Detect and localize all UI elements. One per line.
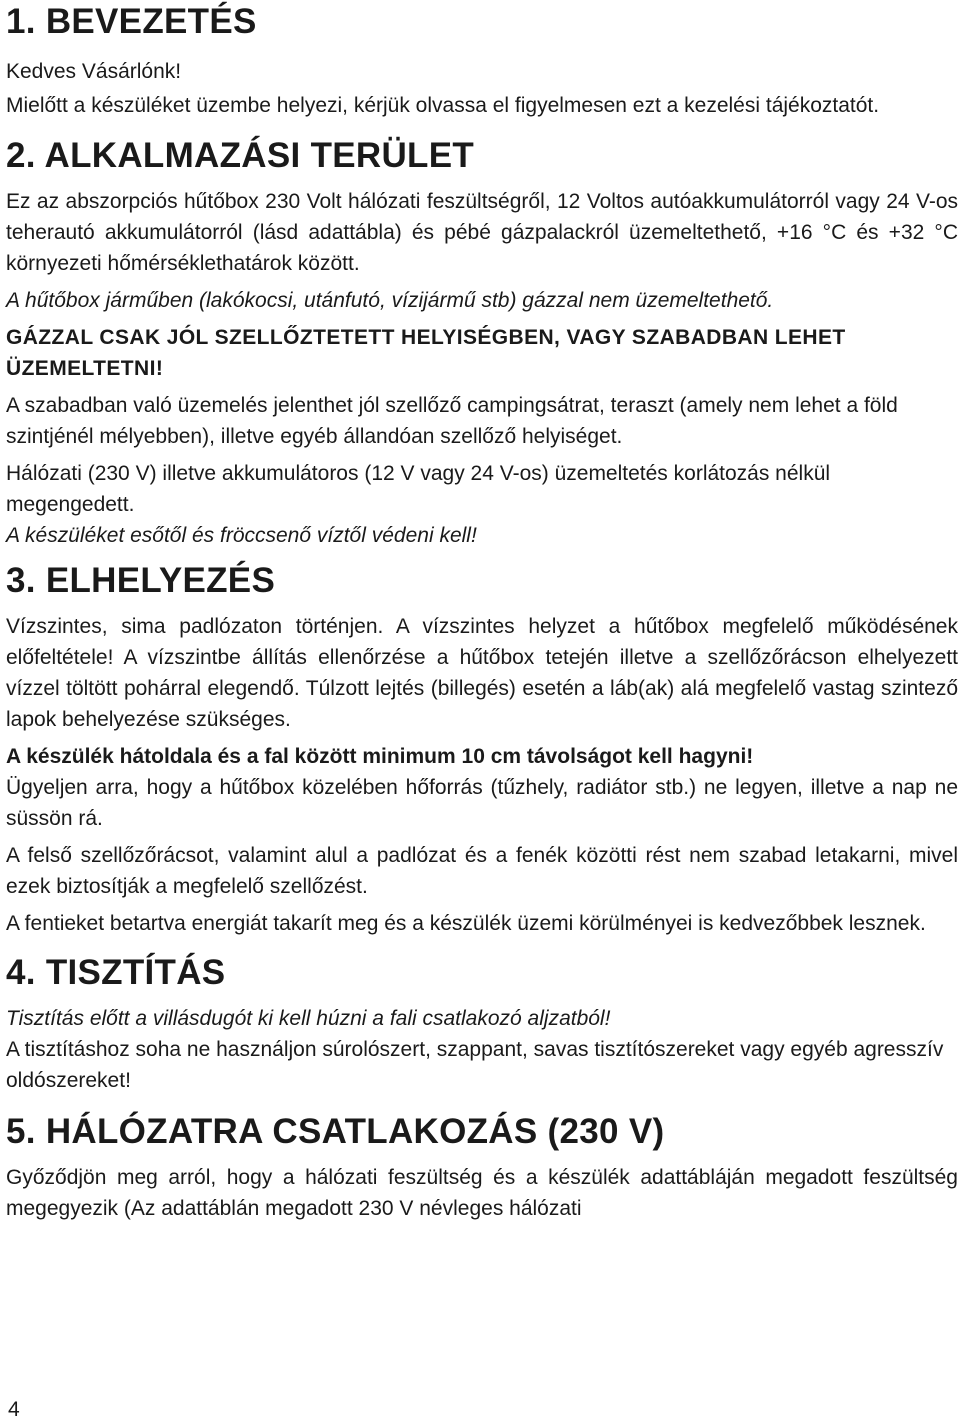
outdoor-usage-text: A szabadban való üzemelés jelenthet jól szellőző campingsátrat, teraszt (amely nem lehet a föld szintjénél mélyebben), illetve egyéb állandóan szellőző helyiséget. bbox=[6, 394, 898, 448]
section-mains-connection bbox=[6, 1112, 958, 1224]
section-placement bbox=[6, 561, 958, 939]
voltage-check-text: Győződjön meg arról, hogy a hálózati feszültség és a készülék adattábláján megadott feszültség megegyezik (Az adattáblán megadott 230 V névleges hálózati bbox=[6, 1166, 958, 1220]
section-introduction bbox=[6, 2, 958, 121]
level-surface-text: Vízszintes, sima padlózaton történjen. A vízszintes helyzet a hűtőbox megfelelő működésének előfeltétele! A vízszintbe állítás ellenőrzése a hűtőbox tetején illetve a szellőzőrácson elhelyezett vízzel töltött pohárral elegendő. Túlzott lejtés (billegés) esetén a láb(ak) alá megfelelő vastag szintező lapok behelyezése szükséges. bbox=[6, 615, 958, 731]
greeting-text: Kedves Vásárlónk! bbox=[6, 60, 182, 83]
page-number: 4 bbox=[8, 1398, 20, 1421]
vehicle-gas-warning: A hűtőbox járműben (lakókocsi, utánfutó, vízijármű stb) gázzal nem üzemeltethető. bbox=[6, 289, 774, 312]
section-title: 1. BEVEZETÉS bbox=[6, 2, 257, 41]
unplug-warning: Tisztítás előtt a villásdugót ki kell húzni a fali csatlakozó aljzatból! bbox=[6, 1007, 611, 1030]
heat-source-text: Ügyeljen arra, hogy a hűtőbox közelében hőforrás (tűzhely, radiátor stb.) ne legyen, illetve a nap ne süssön rá. bbox=[6, 776, 958, 830]
section-cleaning bbox=[6, 953, 958, 1096]
application-text: Ez az abszorpciós hűtőbox 230 Volt hálózati feszültségről, 12 Voltos autóakkumulátorról vagy 24 V-os teherautó akkumulátorról (lásd adattábla) és pébé gázpalackról üzemeltethető, +16 °C és +32 °C környezeti hőmérséklethatárok között. bbox=[6, 190, 958, 275]
rain-protection-warning: A készüléket esőtől és fröccsenő víztől védeni kell! bbox=[6, 524, 477, 547]
section-title: 3. ELHELYEZÉS bbox=[6, 561, 276, 600]
section-title: 5. HÁLÓZATRA CSATLAKOZÁS (230 V) bbox=[6, 1112, 665, 1151]
section-title: 2. ALKALMAZÁSI TERÜLET bbox=[6, 136, 475, 175]
wall-distance-warning: A készülék hátoldala és a fal között minimum 10 cm távolságot kell hagyni! bbox=[6, 745, 754, 768]
manual-page bbox=[6, 0, 958, 1224]
gas-ventilation-warning: GÁZZAL CSAK JÓL SZELLŐZTETETT HELYISÉGBEN, VAGY SZABADBAN LEHET ÜZEMELTETNI! bbox=[6, 326, 846, 380]
energy-saving-text: A fentieket betartva energiát takarít meg és a készülék üzemi körülményei is kedvezőbbek lesznek. bbox=[6, 912, 926, 935]
power-usage-text: Hálózati (230 V) illetve akkumulátoros (12 V vagy 24 V-os) üzemeltetés korlátozás nélkül megengedett. bbox=[6, 462, 831, 516]
section-title: 4. TISZTÍTÁS bbox=[6, 953, 226, 992]
intro-text: Mielőtt a készüléket üzembe helyezi, kérjük olvassa el figyelmesen ezt a kezelési tájékoztatót. bbox=[6, 94, 880, 117]
section-application-area bbox=[6, 136, 958, 551]
ventilation-text: A felső szellőzőrácsot, valamint alul a padlózat és a fenék közötti rést nem szabad letakarni, mivel ezek biztosítják a megfelelő szellőzést. bbox=[6, 844, 958, 898]
cleaning-agents-text: A tisztításhoz soha ne használjon súrolószert, szappant, savas tisztítószereket vagy egyéb agresszív oldószereket! bbox=[6, 1038, 944, 1092]
